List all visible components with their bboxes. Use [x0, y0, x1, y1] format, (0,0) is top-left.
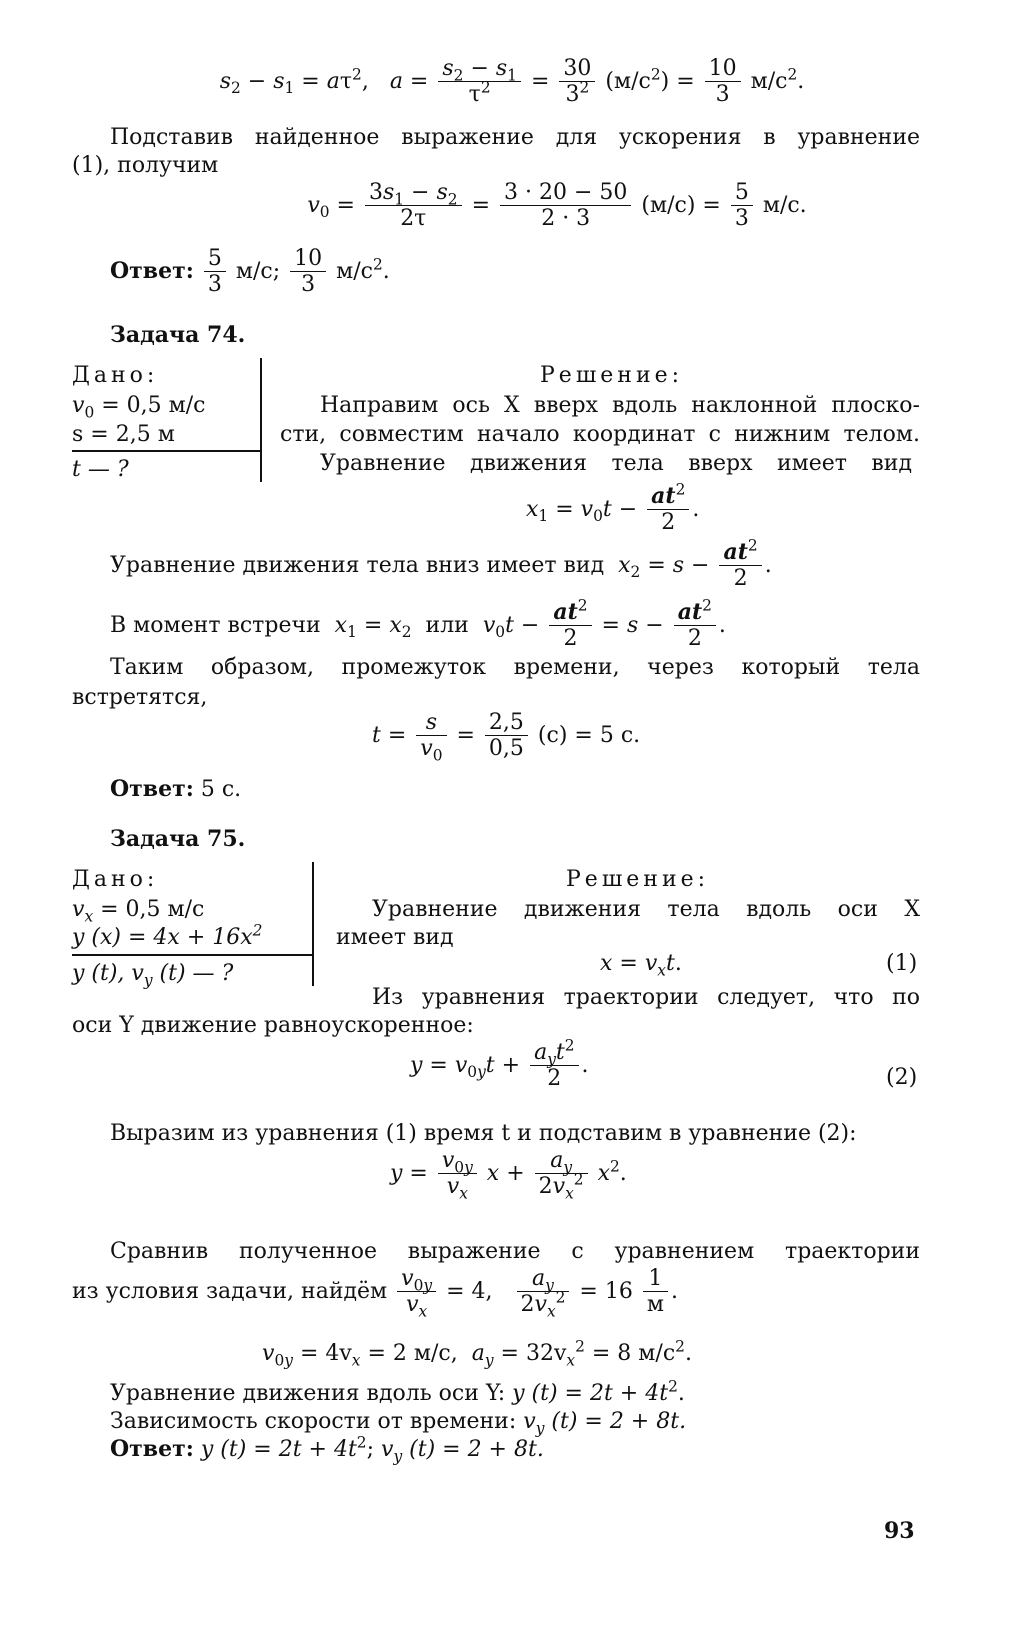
- task75-given-vx: $v_x = 0,5$ м/с: [72, 897, 205, 926]
- task75-express-line: Выразим из уравнения (1) время t и подставим в уравнение (2):: [110, 1121, 857, 1146]
- task74-eq-t: t = $\frac{s}{v_0}$ = $\frac{2,5}{0,5}$ (с) = 5 с.: [372, 710, 641, 765]
- task75-given-label: Дано:: [72, 867, 159, 892]
- task75-compare-line2: из условия задачи, найдём $\frac{v_{0y}}{v_x}$ = 4, $\frac{a_y}{2v_x^2}$ = 16 $\frac{1}{м}$ .: [72, 1266, 678, 1321]
- task75-given-divider: [72, 954, 312, 956]
- equation-acceleration: $s_2 - s_1 = a\tau^2$, a = $\frac{s_2 - s_1}{\tau^2}$ = $\frac{30}{3^2}$ $(м/с^2)$ = $\frac{10}{3}$ $м/с^2$.: [219, 56, 805, 108]
- task74-given-divider: [72, 450, 260, 452]
- task74-title: Задача 74.: [110, 322, 246, 348]
- task74-solution-label: Решение:: [540, 363, 684, 388]
- task74-eq-x1: $x_1 = v_0t$ − $\frac{at^2}{2}$ .: [526, 480, 700, 536]
- task75-motion-eq: Уравнение движения вдоль оси Y: y $(t) = 2t + 4t^2$.: [110, 1377, 685, 1406]
- task75-result-line: $v_{0y} = 4v_x = 2$ м/с, $a_y = 32v_x^2 = 8$ $м/с^2$.: [262, 1337, 692, 1370]
- equation-v0: $v_0$ = $\frac{3s_1 - s_2}{2\tau}$ = $\frac{3 \cdot 20 - 50}{2 \cdot 3}$ (м/с) = $\frac{5}{3}$ м/с.: [307, 180, 807, 232]
- task74-find: t — ?: [72, 457, 129, 482]
- task74-thus-line1: Таким образом, промежуток времени, через который тела: [110, 655, 920, 680]
- task75-eq-y: y = $\frac{v_{0y}}{v_x}$ x + $\frac{a_y}{2v_x^2}$ $x^2$.: [390, 1148, 627, 1203]
- task74-given-label: Дано:: [72, 363, 159, 388]
- task75-eq1-label: (1): [886, 951, 918, 976]
- task75-answer: Ответ: y $(t) = 2t + 4t^2$; $v_y$ (t) = 2 + 8t.: [110, 1433, 544, 1466]
- paragraph-substitute-line1: Подставив найденное выражение для ускорения в уравнение: [110, 125, 920, 150]
- task74-given-border: [260, 358, 262, 482]
- task74-line1: Направим ось X вверх вдоль наклонной плоско-: [320, 393, 920, 418]
- task75-eq1: $x = v_xt$.: [600, 951, 682, 980]
- answer-top: Ответ: $\frac{5}{3}$ м/с; $\frac{10}{3}$ $м/с^2$.: [110, 246, 390, 298]
- task74-thus-line2: встретятся,: [72, 685, 208, 710]
- task75-given-y: y $(x) = 4x + 16x^2$: [72, 921, 263, 950]
- task74-line3: Уравнение движения тела вверх имеет вид: [320, 451, 912, 476]
- task75-line3: Из уравнения траектории следует, что по: [372, 985, 920, 1010]
- task75-line1: Уравнение движения тела вдоль оси X: [372, 897, 920, 922]
- task75-solution-label: Решение:: [566, 867, 710, 892]
- page-number: 93: [884, 1518, 915, 1544]
- task75-line2: имеет вид: [336, 925, 454, 950]
- task75-title: Задача 75.: [110, 826, 246, 852]
- task75-given-border: [312, 862, 314, 986]
- task75-eq2-label: (2): [886, 1065, 918, 1090]
- task75-velocity-eq: Зависимость скорости от времени: $v_y$ (t) = 2 + 8t.: [110, 1409, 687, 1438]
- task74-eq-meeting: В момент встречи $x_1 = x_2$ или $v_0t$ − $\frac{at^2}{2}$ = s − $\frac{at^2}{2}$ .: [110, 596, 726, 652]
- paragraph-substitute-line2: (1), получим: [72, 153, 219, 178]
- task75-find: y (t), $v_y$ (t) — ?: [72, 961, 234, 990]
- task74-given-s: s = 2,5 м: [72, 422, 175, 447]
- task74-eq-x2: Уравнение движения тела вниз имеет вид $x_2 = s$ − $\frac{at^2}{2}$ .: [110, 536, 772, 592]
- task75-eq2: $y = v_{0y}t$ + $\frac{a_yt^2}{2}$ .: [410, 1036, 589, 1092]
- task74-line2: сти, совместим начало координат с нижним телом.: [280, 422, 920, 447]
- task74-answer: Ответ: 5 с.: [110, 776, 242, 802]
- task74-given-v0: $v_0 = 0,5$ м/с: [72, 393, 206, 422]
- task75-compare-line1: Сравнив полученное выражение с уравнением траектории: [110, 1239, 920, 1264]
- task75-line4: оси Y движение равноускоренное:: [72, 1013, 474, 1038]
